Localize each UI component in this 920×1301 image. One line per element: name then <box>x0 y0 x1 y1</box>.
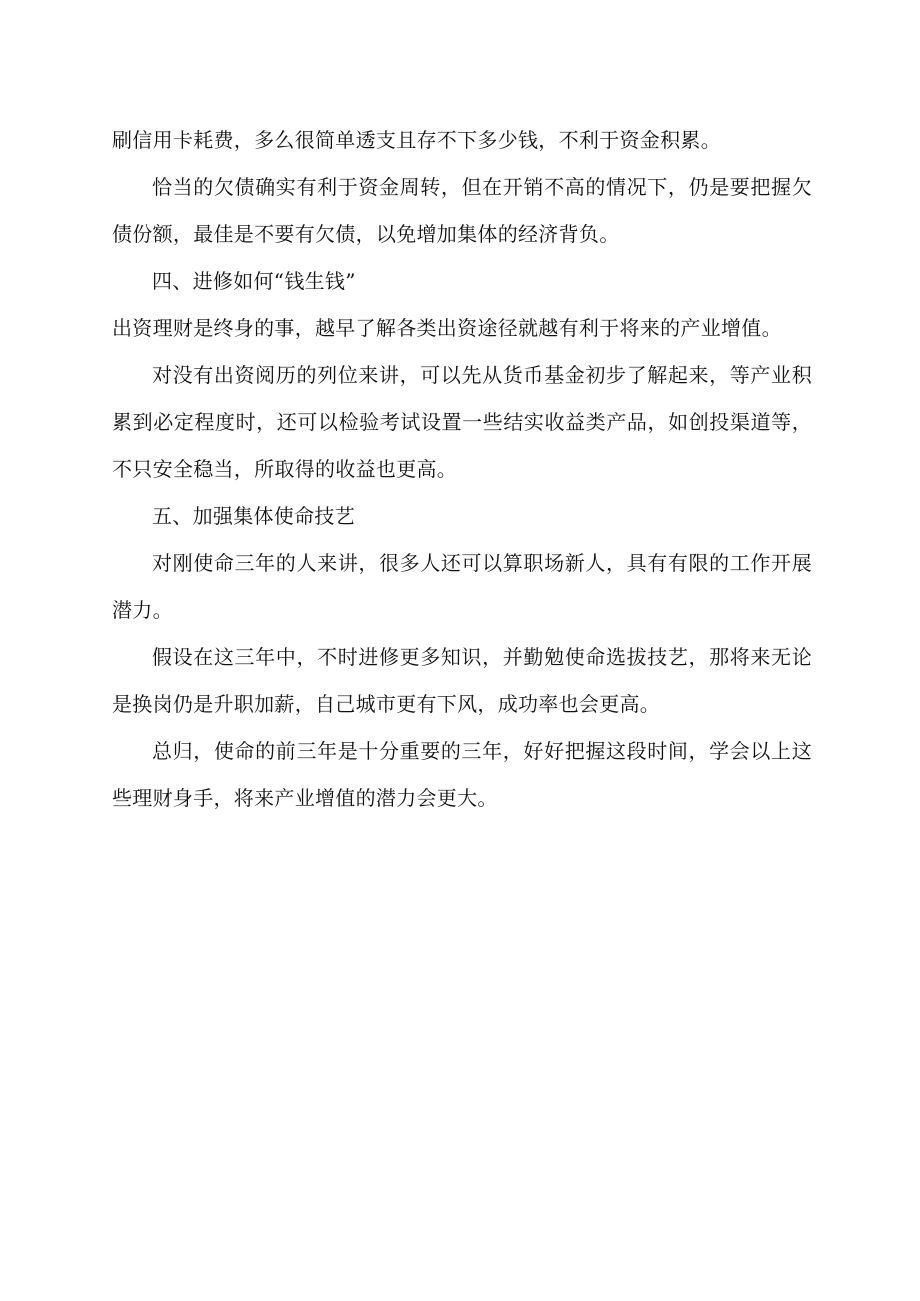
paragraph-new-employee: 对刚使命三年的人来讲，很多人还可以算职场新人，具有有限的工作开展潜力。 <box>112 551 812 622</box>
paragraph-investment-lifelong: 出资理财是终身的事，越早了解各类出资途径就越有利于将来的产业增值。 <box>112 316 782 340</box>
paragraph-money-fund: 对没有出资阅历的列位来讲，可以先从货币基金初步了解起来，等产业积累到必定程度时，还可以检验考试设置一些结实收益类产品，如创投渠道等，不只安全稳当，所取得的收益也更高。 <box>112 363 812 481</box>
paragraph-appropriate-debt: 恰当的欠债确实有利于资金周转，但在开销不高的情况下，仍是要把握欠债份额，最佳是不要有欠债，以免增加集体的经济背负。 <box>112 175 812 246</box>
paragraph-debt-continuation: 刷信用卡耗费，多么很简单透支且存不下多少钱，不利于资金积累。 <box>112 128 721 152</box>
paragraph-conclusion: 总归，使命的前三年是十分重要的三年，好好把握这段时间，学会以上这些理财身手，将来产业增值的潜力会更大。 <box>112 739 812 810</box>
paragraph-improve-skills: 假设在这三年中，不时进修更多知识，并勤勉使命选拔技艺，那将来无论是换岗仍是升职加薪，自己城市更有下风，成功率也会更高。 <box>112 645 812 716</box>
section-heading-five: 五、加强集体使命技艺 <box>152 504 355 528</box>
section-heading-four: 四、进修如何“钱生钱” <box>152 269 356 293</box>
document-body <box>112 117 812 822</box>
